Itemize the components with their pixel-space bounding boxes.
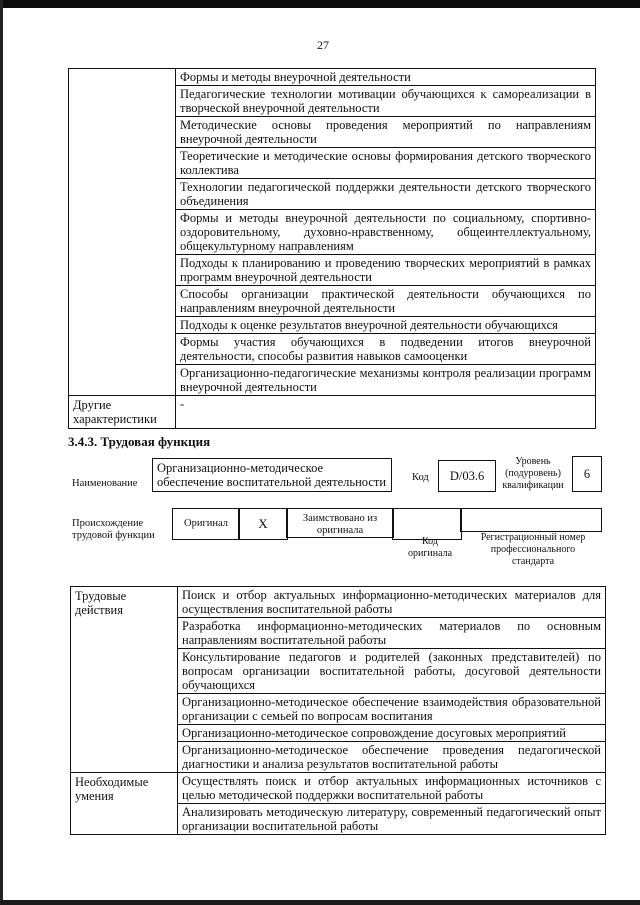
table-row: Разработка информационно-методических материалов по основным направлениям воспитательной работы	[178, 618, 606, 649]
table-row: Организационно-методическое обеспечение взаимодействия образовательной организации с семьей по вопросам воспитания	[178, 694, 606, 725]
table-row: Формы и методы внеурочной деятельности по социальному, спортивно-оздоровительному, духовно-нравственному, общеинтеллектуальному, общекультурному направлениям	[176, 210, 596, 255]
table-row: Педагогические технологии мотивации обучающихся к самореализации в творческой внеурочной деятельности	[176, 86, 596, 117]
knowledge-table	[68, 68, 596, 429]
table-row: Организационно-методическое обеспечение проведения педагогической диагностики и анализа результатов воспитательной работы	[178, 742, 606, 773]
page-number: 27	[317, 38, 329, 52]
borrowed-label-cell: Заимствовано из оригинала	[286, 508, 394, 538]
code-label: Код	[412, 472, 429, 483]
table-row: Способы организации практической деятельности обучающихся по направлениям внеурочной деятельности	[176, 286, 596, 317]
origin-code-caption: Код оригинала	[407, 536, 453, 559]
section-title: 3.4.3. Трудовая функция	[68, 434, 211, 449]
table-row: Организационно-методическое сопровождение досуговых мероприятий	[178, 725, 606, 742]
other-characteristics-value: -	[176, 396, 596, 429]
original-label-cell: Оригинал	[172, 508, 240, 540]
labor-actions-label: Трудовые действия	[71, 587, 178, 773]
table-row: Теоретические и методические основы формирования детского творческого коллектива	[176, 148, 596, 179]
skills-label: Необходимые умения	[71, 773, 178, 835]
table-row: Анализировать методическую литературу, современный педагогический опыт организации воспитательной работы	[178, 804, 606, 835]
origin-reg-number-cell	[460, 508, 602, 532]
function-name-value: Организационно-методическое обеспечение воспитательной деятельности	[152, 458, 392, 492]
table-row: Подходы к планированию и проведению творческих мероприятий в рамках программ внеурочной деятельности	[176, 255, 596, 286]
table-row: Осуществлять поиск и отбор актуальных информационных источников с целью методической поддержки воспитательной работы	[178, 773, 606, 804]
labor-actions-table	[70, 586, 606, 835]
name-label: Наименование	[72, 478, 138, 489]
reg-number-caption: Регистрационный номер профессионального стандарта	[480, 532, 586, 567]
qualification-level-value: 6	[572, 456, 602, 492]
table-row: Формы и методы внеурочной деятельности	[176, 69, 596, 86]
scan-top-edge	[0, 0, 640, 8]
origin-label: Происхождение трудовой функции	[72, 518, 155, 541]
table-row: Организационно-педагогические механизмы контроля реализации программ внеурочной деятельности	[176, 365, 596, 396]
original-mark-cell: X	[238, 508, 288, 540]
other-characteristics-label: Другие характеристики	[69, 396, 176, 429]
empty-label-cell	[69, 69, 176, 396]
table-row: Методические основы проведения мероприятий по направлениям внеурочной деятельности	[176, 117, 596, 148]
function-code-value: D/03.6	[438, 460, 496, 492]
table-row: Формы участия обучающихся в подведении итогов внеурочной деятельности, способы развития навыков самооценки	[176, 334, 596, 365]
qualification-level-label: Уровень (подуровень) квалификации	[502, 456, 564, 491]
table-row: Консультирование педагогов и родителей (законных представителей) по вопросам организации воспитательной работы, досуговой деятельности обучающихся	[178, 649, 606, 694]
table-row: Технологии педагогической поддержки деятельности детского творческого объединения	[176, 179, 596, 210]
scan-bottom-edge	[0, 900, 640, 905]
table-row: Поиск и отбор актуальных информационно-методических материалов для осуществления воспитательной работы	[178, 587, 606, 618]
scan-left-edge	[0, 0, 3, 905]
table-row: Подходы к оценке результатов внеурочной деятельности обучающихся	[176, 317, 596, 334]
